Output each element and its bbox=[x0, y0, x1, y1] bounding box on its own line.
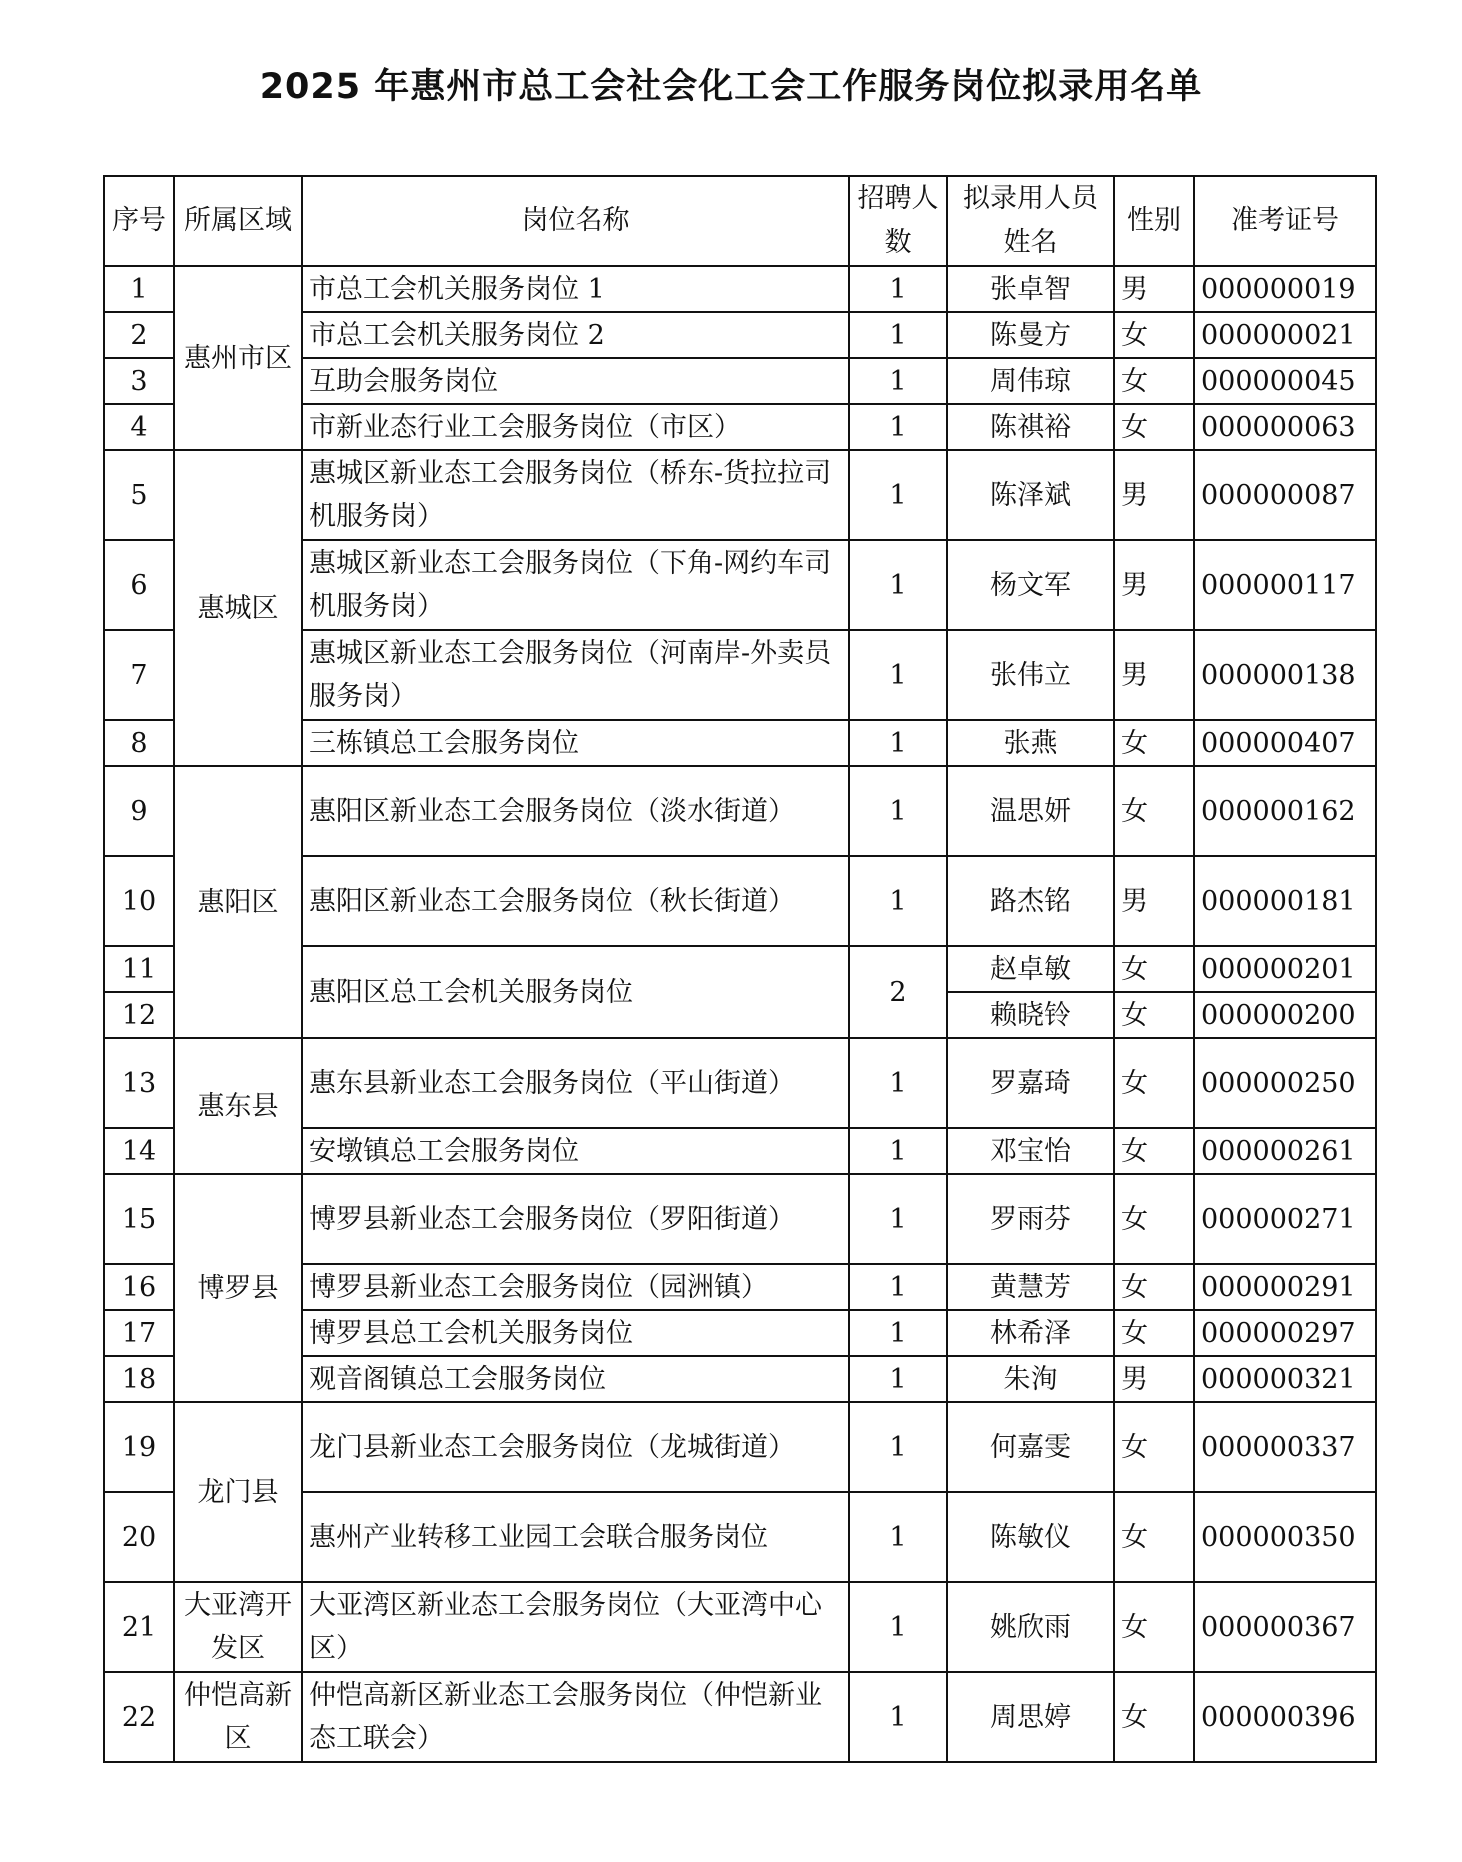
header-row bbox=[104, 176, 1376, 266]
ticket-cell: 000000261 bbox=[1194, 1128, 1376, 1174]
gender-cell: 女 bbox=[1114, 312, 1194, 358]
region-cell: 大亚湾开发区 bbox=[174, 1582, 302, 1672]
name-cell: 陈泽斌 bbox=[947, 450, 1114, 540]
post-cell: 市新业态行业工会服务岗位（市区） bbox=[302, 404, 849, 450]
name-cell: 赵卓敏 bbox=[947, 946, 1114, 992]
gender-cell: 女 bbox=[1114, 1310, 1194, 1356]
gender-cell: 女 bbox=[1114, 1672, 1194, 1762]
table-row bbox=[104, 1582, 1376, 1672]
name-cell: 张卓智 bbox=[947, 266, 1114, 312]
count-cell: 1 bbox=[849, 266, 947, 312]
count-cell: 1 bbox=[849, 450, 947, 540]
ticket-cell: 000000407 bbox=[1194, 720, 1376, 766]
region-cell: 龙门县 bbox=[174, 1402, 302, 1582]
count-cell: 1 bbox=[849, 1038, 947, 1128]
gender-cell: 女 bbox=[1114, 1174, 1194, 1264]
post-cell: 惠城区新业态工会服务岗位（桥东-货拉拉司机服务岗） bbox=[302, 450, 849, 540]
gender-cell: 男 bbox=[1114, 450, 1194, 540]
ticket-cell: 000000200 bbox=[1194, 992, 1376, 1038]
ticket-cell: 000000045 bbox=[1194, 358, 1376, 404]
ticket-cell: 000000021 bbox=[1194, 312, 1376, 358]
ticket-cell: 000000337 bbox=[1194, 1402, 1376, 1492]
count-cell: 1 bbox=[849, 630, 947, 720]
table-row bbox=[104, 450, 1376, 540]
ticket-cell: 000000271 bbox=[1194, 1174, 1376, 1264]
ticket-cell: 000000396 bbox=[1194, 1672, 1376, 1762]
seq-cell: 14 bbox=[104, 1128, 174, 1174]
seq-cell: 1 bbox=[104, 266, 174, 312]
ticket-cell: 000000250 bbox=[1194, 1038, 1376, 1128]
count-cell: 1 bbox=[849, 1582, 947, 1672]
header-gender: 性别 bbox=[1114, 176, 1194, 266]
post-cell: 惠州产业转移工业园工会联合服务岗位 bbox=[302, 1492, 849, 1582]
gender-cell: 女 bbox=[1114, 1264, 1194, 1310]
name-cell: 邓宝怡 bbox=[947, 1128, 1114, 1174]
ticket-cell: 000000291 bbox=[1194, 1264, 1376, 1310]
count-cell: 1 bbox=[849, 404, 947, 450]
post-cell: 博罗县总工会机关服务岗位 bbox=[302, 1310, 849, 1356]
seq-cell: 4 bbox=[104, 404, 174, 450]
post-cell: 互助会服务岗位 bbox=[302, 358, 849, 404]
gender-cell: 女 bbox=[1114, 1582, 1194, 1672]
post-cell: 仲恺高新区新业态工会服务岗位（仲恺新业态工联会） bbox=[302, 1672, 849, 1762]
seq-cell: 12 bbox=[104, 992, 174, 1038]
ticket-cell: 000000321 bbox=[1194, 1356, 1376, 1402]
post-cell: 惠东县新业态工会服务岗位（平山街道） bbox=[302, 1038, 849, 1128]
table-row bbox=[104, 766, 1376, 856]
ticket-cell: 000000117 bbox=[1194, 540, 1376, 630]
name-cell: 张伟立 bbox=[947, 630, 1114, 720]
name-cell: 陈祺裕 bbox=[947, 404, 1114, 450]
ticket-cell: 000000087 bbox=[1194, 450, 1376, 540]
name-cell: 张燕 bbox=[947, 720, 1114, 766]
name-cell: 罗雨芬 bbox=[947, 1174, 1114, 1264]
region-cell: 博罗县 bbox=[174, 1174, 302, 1402]
name-cell: 黄慧芳 bbox=[947, 1264, 1114, 1310]
ticket-cell: 000000162 bbox=[1194, 766, 1376, 856]
ticket-cell: 000000019 bbox=[1194, 266, 1376, 312]
post-cell: 惠阳区新业态工会服务岗位（秋长街道） bbox=[302, 856, 849, 946]
gender-cell: 女 bbox=[1114, 1492, 1194, 1582]
region-cell: 惠阳区 bbox=[174, 766, 302, 1038]
ticket-cell: 000000063 bbox=[1194, 404, 1376, 450]
seq-cell: 21 bbox=[104, 1582, 174, 1672]
header-name: 拟录用人员姓名 bbox=[947, 176, 1114, 266]
table-row bbox=[104, 1402, 1376, 1492]
name-cell: 姚欣雨 bbox=[947, 1582, 1114, 1672]
gender-cell: 女 bbox=[1114, 1038, 1194, 1128]
count-cell: 1 bbox=[849, 856, 947, 946]
gender-cell: 男 bbox=[1114, 1356, 1194, 1402]
post-cell: 市总工会机关服务岗位 1 bbox=[302, 266, 849, 312]
seq-cell: 19 bbox=[104, 1402, 174, 1492]
header-ticket: 准考证号 bbox=[1194, 176, 1376, 266]
post-cell: 博罗县新业态工会服务岗位（园洲镇） bbox=[302, 1264, 849, 1310]
gender-cell: 女 bbox=[1114, 1128, 1194, 1174]
header-count: 招聘人数 bbox=[849, 176, 947, 266]
name-cell: 杨文军 bbox=[947, 540, 1114, 630]
table-row bbox=[104, 1038, 1376, 1128]
seq-cell: 3 bbox=[104, 358, 174, 404]
name-cell: 陈曼方 bbox=[947, 312, 1114, 358]
header-post: 岗位名称 bbox=[302, 176, 849, 266]
post-cell: 惠阳区新业态工会服务岗位（淡水街道） bbox=[302, 766, 849, 856]
table-row bbox=[104, 1174, 1376, 1264]
ticket-cell: 000000367 bbox=[1194, 1582, 1376, 1672]
name-cell: 林希泽 bbox=[947, 1310, 1114, 1356]
seq-cell: 7 bbox=[104, 630, 174, 720]
count-cell: 1 bbox=[849, 1174, 947, 1264]
count-cell: 1 bbox=[849, 1492, 947, 1582]
seq-cell: 16 bbox=[104, 1264, 174, 1310]
seq-cell: 20 bbox=[104, 1492, 174, 1582]
gender-cell: 男 bbox=[1114, 856, 1194, 946]
post-cell: 大亚湾区新业态工会服务岗位（大亚湾中心区） bbox=[302, 1582, 849, 1672]
count-cell: 1 bbox=[849, 1264, 947, 1310]
name-cell: 朱洵 bbox=[947, 1356, 1114, 1402]
post-cell: 三栋镇总工会服务岗位 bbox=[302, 720, 849, 766]
name-cell: 赖晓铃 bbox=[947, 992, 1114, 1038]
ticket-cell: 000000201 bbox=[1194, 946, 1376, 992]
header-seq: 序号 bbox=[104, 176, 174, 266]
gender-cell: 女 bbox=[1114, 766, 1194, 856]
post-cell: 观音阁镇总工会服务岗位 bbox=[302, 1356, 849, 1402]
count-cell: 1 bbox=[849, 1356, 947, 1402]
count-cell: 1 bbox=[849, 766, 947, 856]
post-cell: 惠城区新业态工会服务岗位（下角-网约车司机服务岗） bbox=[302, 540, 849, 630]
count-cell: 1 bbox=[849, 1128, 947, 1174]
count-cell: 2 bbox=[849, 946, 947, 1038]
post-cell: 博罗县新业态工会服务岗位（罗阳街道） bbox=[302, 1174, 849, 1264]
seq-cell: 10 bbox=[104, 856, 174, 946]
count-cell: 1 bbox=[849, 1402, 947, 1492]
gender-cell: 女 bbox=[1114, 1402, 1194, 1492]
gender-cell: 女 bbox=[1114, 404, 1194, 450]
region-cell: 惠州市区 bbox=[174, 266, 302, 450]
seq-cell: 22 bbox=[104, 1672, 174, 1762]
gender-cell: 女 bbox=[1114, 992, 1194, 1038]
seq-cell: 9 bbox=[104, 766, 174, 856]
seq-cell: 17 bbox=[104, 1310, 174, 1356]
seq-cell: 13 bbox=[104, 1038, 174, 1128]
name-cell: 路杰铭 bbox=[947, 856, 1114, 946]
name-cell: 何嘉雯 bbox=[947, 1402, 1114, 1492]
gender-cell: 女 bbox=[1114, 358, 1194, 404]
count-cell: 1 bbox=[849, 312, 947, 358]
post-cell: 安墩镇总工会服务岗位 bbox=[302, 1128, 849, 1174]
seq-cell: 15 bbox=[104, 1174, 174, 1264]
name-cell: 周伟琼 bbox=[947, 358, 1114, 404]
count-cell: 1 bbox=[849, 720, 947, 766]
name-cell: 陈敏仪 bbox=[947, 1492, 1114, 1582]
count-cell: 1 bbox=[849, 1672, 947, 1762]
page-title: 2025 年惠州市总工会社会化工会工作服务岗位拟录用名单 bbox=[259, 67, 1203, 107]
gender-cell: 男 bbox=[1114, 630, 1194, 720]
region-cell: 惠城区 bbox=[174, 450, 302, 766]
seq-cell: 18 bbox=[104, 1356, 174, 1402]
count-cell: 1 bbox=[849, 1310, 947, 1356]
gender-cell: 女 bbox=[1114, 946, 1194, 992]
ticket-cell: 000000138 bbox=[1194, 630, 1376, 720]
seq-cell: 2 bbox=[104, 312, 174, 358]
name-cell: 罗嘉琦 bbox=[947, 1038, 1114, 1128]
header-region: 所属区域 bbox=[174, 176, 302, 266]
seq-cell: 11 bbox=[104, 946, 174, 992]
seq-cell: 8 bbox=[104, 720, 174, 766]
count-cell: 1 bbox=[849, 358, 947, 404]
seq-cell: 5 bbox=[104, 450, 174, 540]
name-cell: 周思婷 bbox=[947, 1672, 1114, 1762]
region-cell: 仲恺高新区 bbox=[174, 1672, 302, 1762]
table-row bbox=[104, 1672, 1376, 1762]
region-cell: 惠东县 bbox=[174, 1038, 302, 1174]
ticket-cell: 000000350 bbox=[1194, 1492, 1376, 1582]
seq-cell: 6 bbox=[104, 540, 174, 630]
ticket-cell: 000000181 bbox=[1194, 856, 1376, 946]
gender-cell: 女 bbox=[1114, 720, 1194, 766]
post-cell: 惠城区新业态工会服务岗位（河南岸-外卖员服务岗） bbox=[302, 630, 849, 720]
table-row bbox=[104, 266, 1376, 312]
ticket-cell: 000000297 bbox=[1194, 1310, 1376, 1356]
post-cell: 惠阳区总工会机关服务岗位 bbox=[302, 946, 849, 1038]
gender-cell: 男 bbox=[1114, 540, 1194, 630]
hiring-list-table bbox=[103, 175, 1377, 1763]
post-cell: 龙门县新业态工会服务岗位（龙城街道） bbox=[302, 1402, 849, 1492]
gender-cell: 男 bbox=[1114, 266, 1194, 312]
count-cell: 1 bbox=[849, 540, 947, 630]
name-cell: 温思妍 bbox=[947, 766, 1114, 856]
post-cell: 市总工会机关服务岗位 2 bbox=[302, 312, 849, 358]
